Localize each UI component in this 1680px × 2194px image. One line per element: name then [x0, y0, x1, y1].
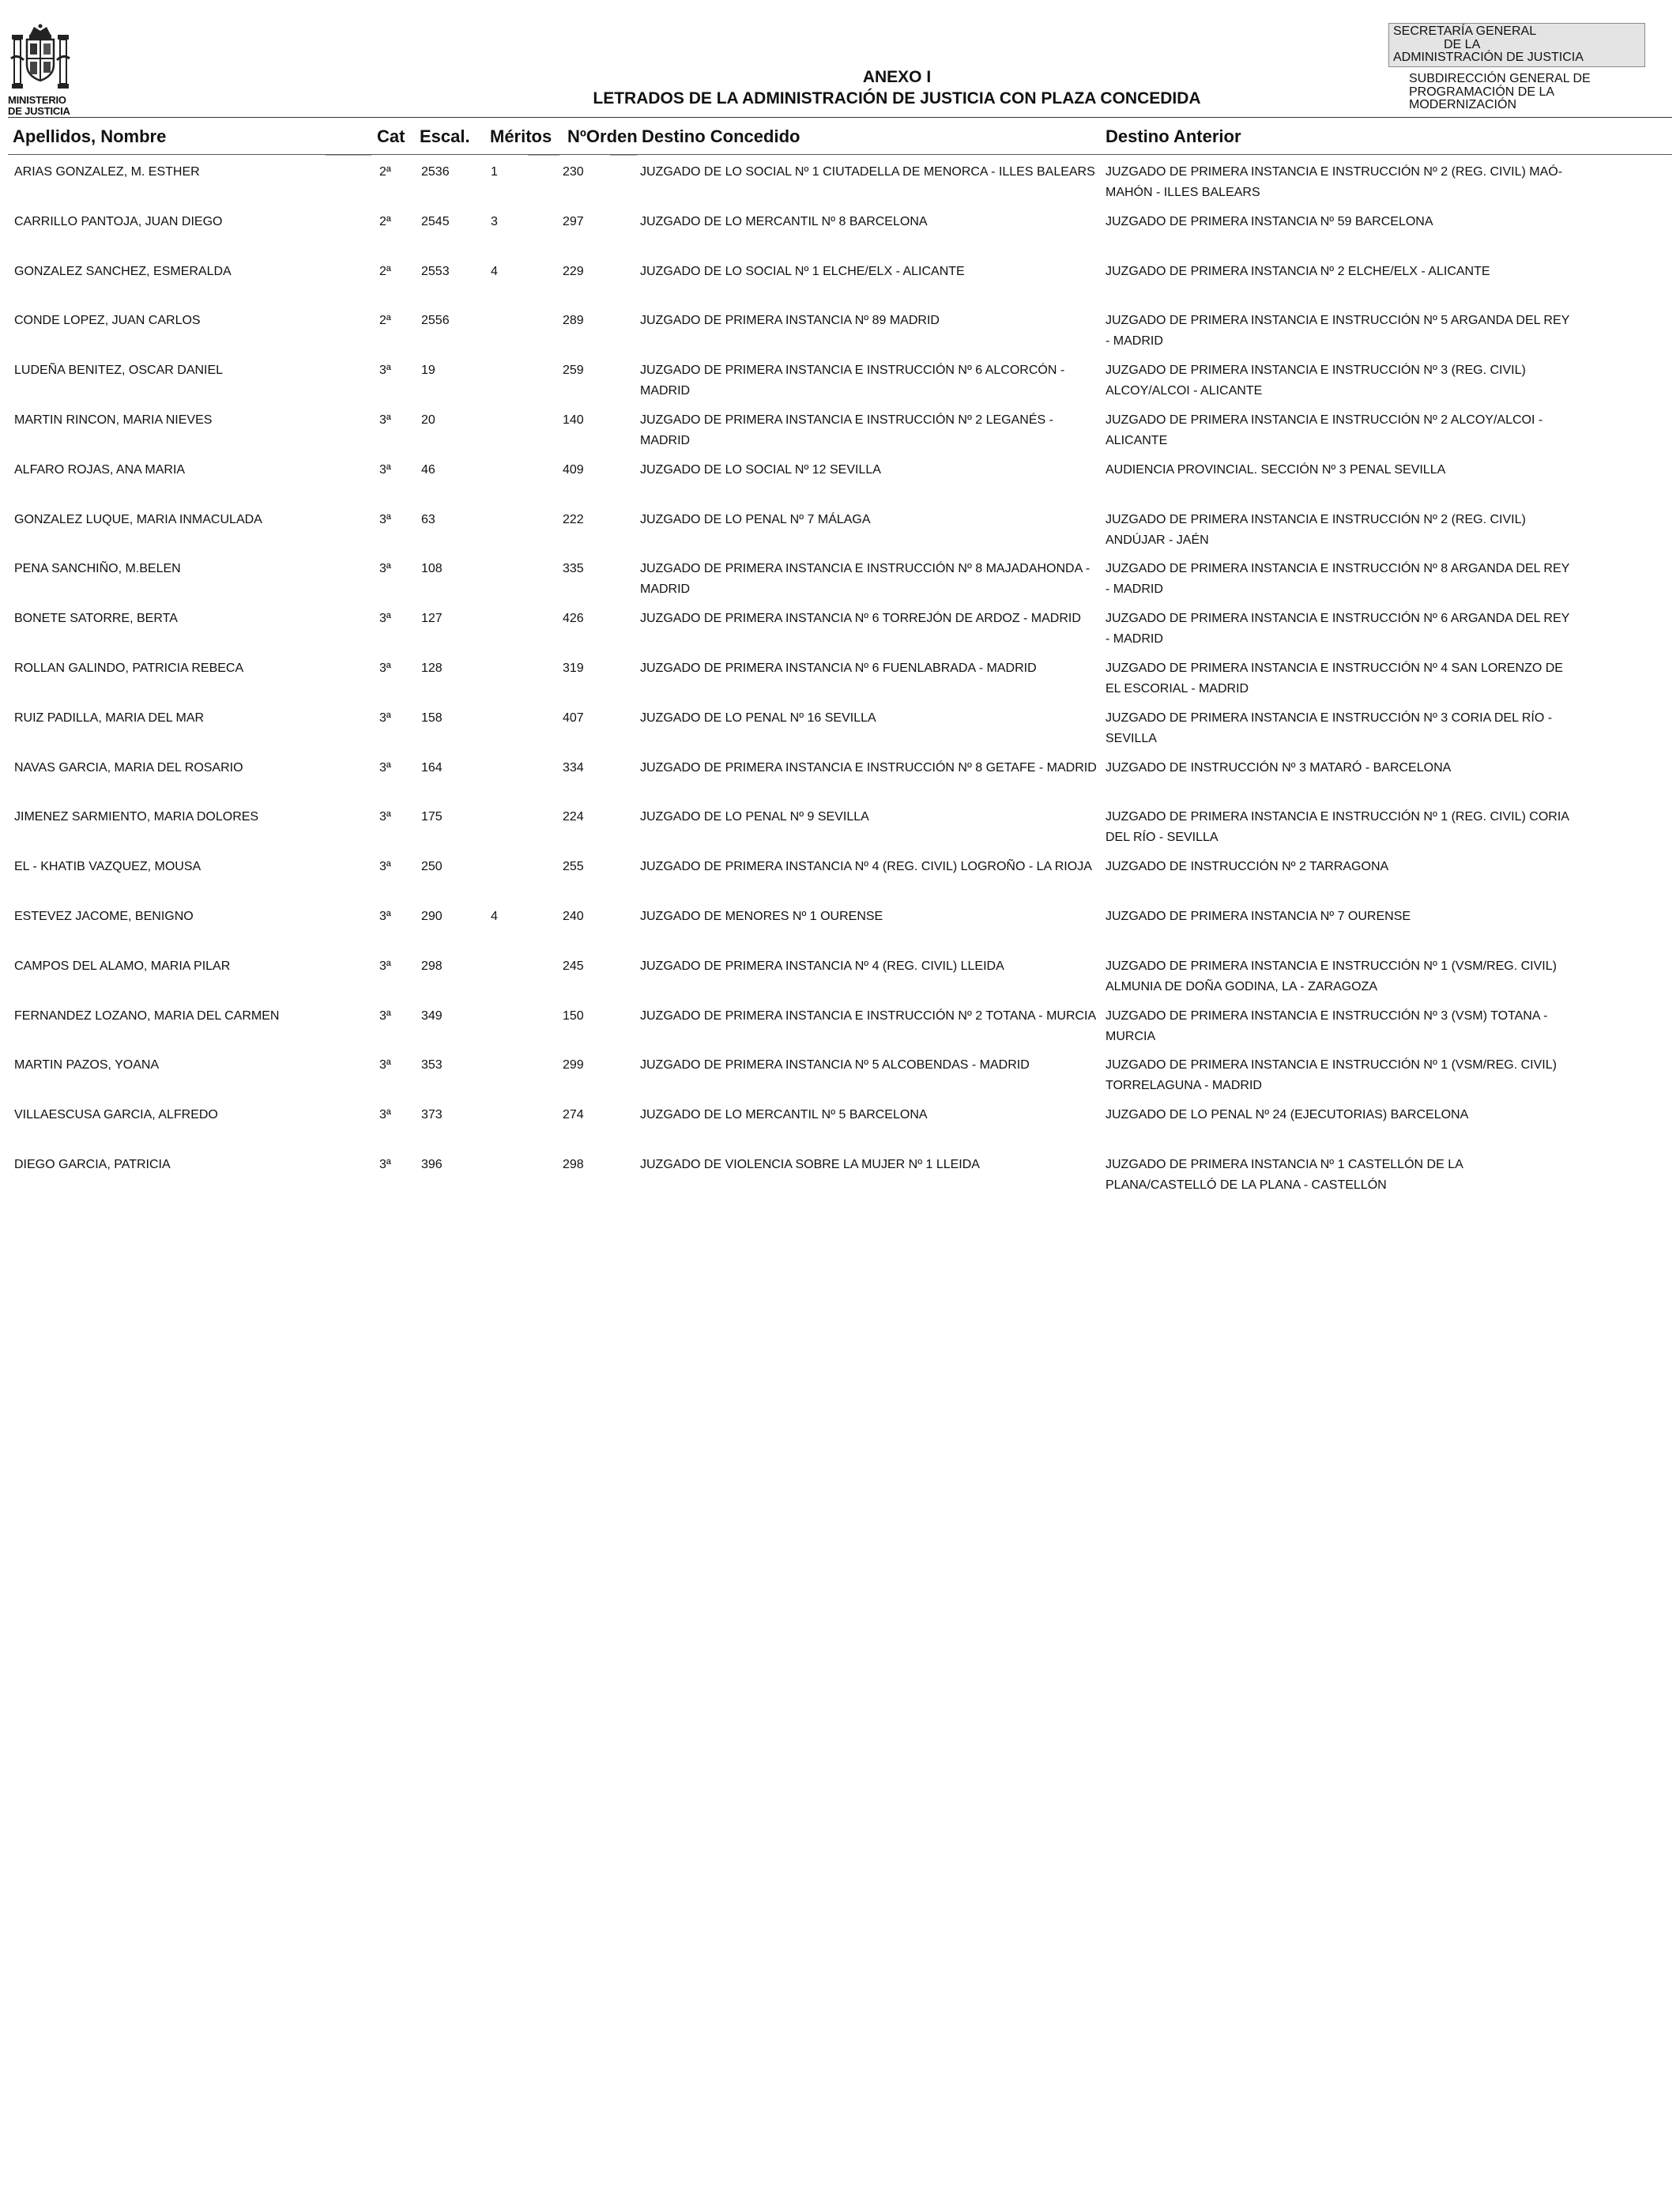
cell-escal: 2545 — [421, 214, 450, 228]
cell-destino-concedido: JUZGADO DE LO PENAL Nº 7 MÁLAGA — [640, 512, 871, 526]
cell-name: GONZALEZ LUQUE, MARIA INMACULADA — [14, 512, 262, 526]
cell-destino-anterior: JUZGADO DE PRIMERA INSTANCIA E INSTRUCCIÓN Nº 6 ARGANDA DEL REY - MADRID — [1106, 612, 1569, 647]
column-separator — [326, 155, 371, 156]
table-header — [0, 126, 1680, 150]
cell-escal: 175 — [421, 810, 443, 824]
cell-destino-anterior: JUZGADO DE INSTRUCCIÓN Nº 2 TARRAGONA — [1106, 860, 1389, 874]
table-row — [0, 559, 1680, 609]
table-row — [0, 857, 1680, 907]
cell-destino-anterior: JUZGADO DE PRIMERA INSTANCIA E INSTRUCCIÓN Nº 3 CORIA DEL RÍO - SEVILLA — [1106, 711, 1553, 745]
cell-orden: 319 — [563, 661, 584, 675]
table-row — [0, 1155, 1680, 1204]
cell-escal: 250 — [421, 860, 443, 874]
cell-escal: 2536 — [421, 165, 450, 179]
cell-cat: 3ª — [379, 1058, 391, 1072]
cell-orden: 335 — [563, 562, 584, 576]
secretaria-line-1: SECRETARÍA GENERAL — [1393, 25, 1537, 38]
table-row — [0, 609, 1680, 658]
cell-orden: 407 — [563, 711, 584, 725]
cell-name: VILLAESCUSA GARCIA, ALFREDO — [14, 1108, 218, 1122]
cell-escal: 127 — [421, 612, 443, 626]
cell-escal: 290 — [421, 909, 443, 923]
cell-name: ROLLAN GALINDO, PATRICIA REBECA — [14, 661, 244, 675]
cell-name: MARTIN PAZOS, YOANA — [14, 1058, 160, 1072]
cell-destino-anterior: JUZGADO DE PRIMERA INSTANCIA E INSTRUCCIÓN Nº 1 (VSM/REG. CIVIL) TORRELAGUNA - MADRID — [1106, 1058, 1557, 1093]
logo-line-2: DE JUSTICIA — [8, 105, 70, 117]
cell-destino-concedido: JUZGADO DE PRIMERA INSTANCIA Nº 4 (REG. CIVIL) LOGROÑO - LA RIOJA — [640, 860, 1092, 874]
cell-escal: 2556 — [421, 314, 450, 328]
cell-destino-concedido: JUZGADO DE MENORES Nº 1 OURENSE — [640, 909, 883, 923]
header-divider — [8, 117, 1672, 118]
cell-orden: 426 — [563, 612, 584, 626]
table-row — [0, 311, 1680, 360]
cell-destino-anterior: AUDIENCIA PROVINCIAL. SECCIÓN Nº 3 PENAL SEVILLA — [1106, 462, 1446, 477]
cell-destino-anterior: JUZGADO DE PRIMERA INSTANCIA Nº 7 OURENSE — [1106, 909, 1411, 923]
cell-cat: 3ª — [379, 512, 391, 526]
cell-escal: 349 — [421, 1008, 443, 1023]
table-row — [0, 460, 1680, 510]
cell-name: ALFARO ROJAS, ANA MARIA — [14, 462, 186, 477]
secretaria-line-2: DE LA — [1444, 37, 1481, 51]
cell-orden: 222 — [563, 512, 584, 526]
table-row — [0, 658, 1680, 708]
subdireccion-line-1: SUBDIRECCIÓN GENERAL DE — [1409, 72, 1591, 85]
cell-destino-concedido: JUZGADO DE PRIMERA INSTANCIA E INSTRUCCIÓN Nº 2 LEGANÉS - MADRID — [640, 413, 1053, 447]
cell-destino-anterior: JUZGADO DE PRIMERA INSTANCIA E INSTRUCCIÓN Nº 2 (REG. CIVIL) MAÓ-MAHÓN - ILLES BALEARS — [1106, 165, 1563, 199]
cell-destino-concedido: JUZGADO DE PRIMERA INSTANCIA Nº 89 MADRID — [640, 314, 940, 328]
cell-cat: 3ª — [379, 462, 391, 477]
cell-destino-concedido: JUZGADO DE LO MERCANTIL Nº 8 BARCELONA — [640, 214, 928, 228]
cell-destino-anterior: JUZGADO DE PRIMERA INSTANCIA E INSTRUCCIÓN Nº 3 (VSM) TOTANA - MURCIA — [1106, 1008, 1548, 1043]
table-row — [0, 410, 1680, 460]
cell-name: GONZALEZ SANCHEZ, ESMERALDA — [14, 264, 232, 278]
table-row — [0, 162, 1680, 212]
cell-cat: 2ª — [379, 264, 391, 278]
table-header-divider — [8, 154, 1672, 155]
cell-cat: 3ª — [379, 711, 391, 725]
table-body — [0, 162, 1680, 1204]
column-separator — [610, 155, 637, 156]
table-row — [0, 956, 1680, 1006]
cell-cat: 3ª — [379, 959, 391, 973]
cell-escal: 373 — [421, 1108, 443, 1122]
cell-destino-anterior: JUZGADO DE PRIMERA INSTANCIA Nº 59 BARCELONA — [1106, 214, 1433, 228]
cell-cat: 3ª — [379, 760, 391, 775]
cell-destino-concedido: JUZGADO DE PRIMERA INSTANCIA Nº 6 FUENLABRADA - MADRID — [640, 661, 1037, 675]
table-row — [0, 510, 1680, 560]
cell-cat: 3ª — [379, 1157, 391, 1171]
cell-name: EL - KHATIB VAZQUEZ, MOUSA — [14, 860, 202, 874]
subdireccion-line-2: PROGRAMACIÓN DE LA — [1409, 85, 1555, 99]
cell-orden: 259 — [563, 364, 584, 378]
cell-meritos: 3 — [491, 214, 498, 228]
secretaria-box — [1388, 23, 1645, 67]
cell-destino-anterior: JUZGADO DE PRIMERA INSTANCIA E INSTRUCCIÓN Nº 2 (REG. CIVIL) ANDÚJAR - JAÉN — [1106, 512, 1526, 547]
cell-cat: 2ª — [379, 165, 391, 179]
cell-escal: 63 — [421, 512, 435, 526]
cell-escal: 353 — [421, 1058, 443, 1072]
column-separator — [528, 155, 559, 156]
cell-destino-anterior: JUZGADO DE PRIMERA INSTANCIA Nº 2 ELCHE/ELX - ALICANTE — [1106, 264, 1490, 278]
cell-destino-concedido: JUZGADO DE PRIMERA INSTANCIA E INSTRUCCIÓN Nº 8 GETAFE - MADRID — [640, 760, 1097, 775]
table-row — [0, 758, 1680, 808]
cell-destino-concedido: JUZGADO DE LO SOCIAL Nº 12 SEVILLA — [640, 462, 881, 477]
cell-escal: 128 — [421, 661, 443, 675]
cell-name: CARRILLO PANTOJA, JUAN DIEGO — [14, 214, 223, 228]
subdireccion-label — [1409, 73, 1646, 112]
column-header-cat: Cat — [377, 126, 405, 146]
cell-name: ESTEVEZ JACOME, BENIGNO — [14, 909, 194, 923]
logo-line-1: MINISTERIO — [8, 94, 66, 106]
cell-destino-concedido: JUZGADO DE PRIMERA INSTANCIA E INSTRUCCIÓN Nº 2 TOTANA - MURCIA — [640, 1008, 1097, 1023]
cell-destino-anterior: JUZGADO DE PRIMERA INSTANCIA E INSTRUCCIÓN Nº 5 ARGANDA DEL REY - MADRID — [1106, 314, 1569, 349]
cell-destino-anterior: JUZGADO DE INSTRUCCIÓN Nº 3 MATARÓ - BARCELONA — [1106, 760, 1452, 775]
cell-meritos: 1 — [491, 165, 498, 179]
table-row — [0, 1006, 1680, 1056]
cell-destino-anterior: JUZGADO DE PRIMERA INSTANCIA E INSTRUCCIÓN Nº 2 ALCOY/ALCOI - ALICANTE — [1106, 413, 1543, 447]
cell-destino-concedido: JUZGADO DE LO SOCIAL Nº 1 ELCHE/ELX - ALICANTE — [640, 264, 965, 278]
cell-cat: 3ª — [379, 612, 391, 626]
cell-name: PENA SANCHIÑO, M.BELEN — [14, 562, 181, 576]
cell-name: ARIAS GONZALEZ, M. ESTHER — [14, 165, 200, 179]
cell-orden: 140 — [563, 413, 584, 427]
cell-escal: 108 — [421, 562, 443, 576]
cell-escal: 19 — [421, 364, 435, 378]
cell-destino-concedido: JUZGADO DE PRIMERA INSTANCIA Nº 4 (REG. CIVIL) LLEIDA — [640, 959, 1004, 973]
cell-escal: 164 — [421, 760, 443, 775]
subdireccion-line-3: MODERNIZACIÓN — [1409, 98, 1516, 111]
cell-destino-anterior: JUZGADO DE PRIMERA INSTANCIA Nº 1 CASTELLÓN DE LA PLANA/CASTELLÓ DE LA PLANA - CASTELLÓN — [1106, 1157, 1463, 1192]
cell-destino-anterior: JUZGADO DE LO PENAL Nº 24 (EJECUTORIAS) BARCELONA — [1106, 1108, 1469, 1122]
cell-destino-concedido: JUZGADO DE PRIMERA INSTANCIA Nº 5 ALCOBENDAS - MADRID — [640, 1058, 1030, 1072]
cell-orden: 409 — [563, 462, 584, 477]
cell-cat: 3ª — [379, 1008, 391, 1023]
cell-cat: 3ª — [379, 860, 391, 874]
cell-cat: 3ª — [379, 562, 391, 576]
cell-orden: 240 — [563, 909, 584, 923]
cell-cat: 2ª — [379, 214, 391, 228]
cell-destino-anterior: JUZGADO DE PRIMERA INSTANCIA E INSTRUCCIÓN Nº 3 (REG. CIVIL) ALCOY/ALCOI - ALICANTE — [1106, 364, 1526, 398]
cell-escal: 46 — [421, 462, 435, 477]
cell-cat: 3ª — [379, 810, 391, 824]
cell-orden: 224 — [563, 810, 584, 824]
table-row — [0, 360, 1680, 410]
cell-orden: 255 — [563, 860, 584, 874]
cell-orden: 150 — [563, 1008, 584, 1023]
cell-meritos: 4 — [491, 909, 498, 923]
column-header-destino-concedido: Destino Concedido — [642, 126, 800, 146]
cell-name: LUDEÑA BENITEZ, OSCAR DANIEL — [14, 364, 224, 378]
cell-escal: 158 — [421, 711, 443, 725]
column-header-meritos: Méritos — [490, 126, 552, 146]
cell-escal: 396 — [421, 1157, 443, 1171]
cell-name: CAMPOS DEL ALAMO, MARIA PILAR — [14, 959, 231, 973]
cell-cat: 3ª — [379, 1108, 391, 1122]
cell-orden: 229 — [563, 264, 584, 278]
cell-cat: 3ª — [379, 909, 391, 923]
annex-subtitle: LETRADOS DE LA ADMINISTRACIÓN DE JUSTICIA CON PLAZA CONCEDIDA — [593, 89, 1201, 107]
cell-name: DIEGO GARCIA, PATRICIA — [14, 1157, 171, 1171]
cell-name: FERNANDEZ LOZANO, MARIA DEL CARMEN — [14, 1008, 280, 1023]
cell-destino-concedido: JUZGADO DE PRIMERA INSTANCIA E INSTRUCCIÓN Nº 6 ALCORCÓN - MADRID — [640, 364, 1065, 398]
cell-destino-concedido: JUZGADO DE PRIMERA INSTANCIA E INSTRUCCIÓN Nº 8 MAJADAHONDA - MADRID — [640, 562, 1090, 597]
column-header-escal: Escal. — [420, 126, 470, 146]
cell-orden: 230 — [563, 165, 584, 179]
table-row — [0, 807, 1680, 857]
cell-destino-concedido: JUZGADO DE LO PENAL Nº 9 SEVILLA — [640, 810, 869, 824]
cell-cat: 2ª — [379, 314, 391, 328]
column-header-name: Apellidos, Nombre — [13, 126, 167, 146]
cell-cat: 3ª — [379, 661, 391, 675]
cell-orden: 289 — [563, 314, 584, 328]
cell-escal: 2553 — [421, 264, 450, 278]
cell-orden: 245 — [563, 959, 584, 973]
cell-escal: 298 — [421, 959, 443, 973]
cell-cat: 3ª — [379, 364, 391, 378]
cell-orden: 299 — [563, 1058, 584, 1072]
cell-orden: 298 — [563, 1157, 584, 1171]
cell-destino-concedido: JUZGADO DE LO MERCANTIL Nº 5 BARCELONA — [640, 1108, 928, 1122]
column-header-orden: NºOrden — [567, 126, 638, 146]
cell-destino-concedido: JUZGADO DE PRIMERA INSTANCIA Nº 6 TORREJÓN DE ARDOZ - MADRID — [640, 612, 1081, 626]
cell-destino-concedido: JUZGADO DE VIOLENCIA SOBRE LA MUJER Nº 1 LLEIDA — [640, 1157, 980, 1171]
cell-name: JIMENEZ SARMIENTO, MARIA DOLORES — [14, 810, 259, 824]
cell-meritos: 4 — [491, 264, 498, 278]
table-row — [0, 907, 1680, 956]
cell-name: NAVAS GARCIA, MARIA DEL ROSARIO — [14, 760, 243, 775]
cell-escal: 20 — [421, 413, 435, 427]
cell-name: RUIZ PADILLA, MARIA DEL MAR — [14, 711, 205, 725]
table-row — [0, 1055, 1680, 1105]
table-row — [0, 262, 1680, 311]
cell-destino-anterior: JUZGADO DE PRIMERA INSTANCIA E INSTRUCCIÓN Nº 8 ARGANDA DEL REY - MADRID — [1106, 562, 1569, 597]
table-row — [0, 212, 1680, 262]
cell-cat: 3ª — [379, 413, 391, 427]
cell-destino-concedido: JUZGADO DE LO PENAL Nº 16 SEVILLA — [640, 711, 876, 725]
table-row — [0, 1105, 1680, 1155]
cell-destino-concedido: JUZGADO DE LO SOCIAL Nº 1 CIUTADELLA DE MENORCA - ILLES BALEARS — [640, 165, 1095, 179]
cell-destino-anterior: JUZGADO DE PRIMERA INSTANCIA E INSTRUCCIÓN Nº 4 SAN LORENZO DE EL ESCORIAL - MADRID — [1106, 661, 1563, 696]
column-header-destino-anterior: Destino Anterior — [1106, 126, 1241, 146]
cell-name: MARTIN RINCON, MARIA NIEVES — [14, 413, 213, 427]
table-row — [0, 708, 1680, 758]
cell-destino-anterior: JUZGADO DE PRIMERA INSTANCIA E INSTRUCCIÓN Nº 1 (VSM/REG. CIVIL) ALMUNIA DE DOÑA GODINA, LA - ZARAGOZA — [1106, 959, 1557, 993]
cell-orden: 274 — [563, 1108, 584, 1122]
cell-destino-anterior: JUZGADO DE PRIMERA INSTANCIA E INSTRUCCIÓN Nº 1 (REG. CIVIL) CORIA DEL RÍO - SEVILLA — [1106, 810, 1569, 845]
cell-name: BONETE SATORRE, BERTA — [14, 612, 178, 626]
cell-name: CONDE LOPEZ, JUAN CARLOS — [14, 314, 201, 328]
cell-orden: 334 — [563, 760, 584, 775]
cell-orden: 297 — [563, 214, 584, 228]
secretaria-line-3: ADMINISTRACIÓN DE JUSTICIA — [1393, 51, 1584, 64]
annex-title: ANEXO I — [862, 68, 932, 86]
